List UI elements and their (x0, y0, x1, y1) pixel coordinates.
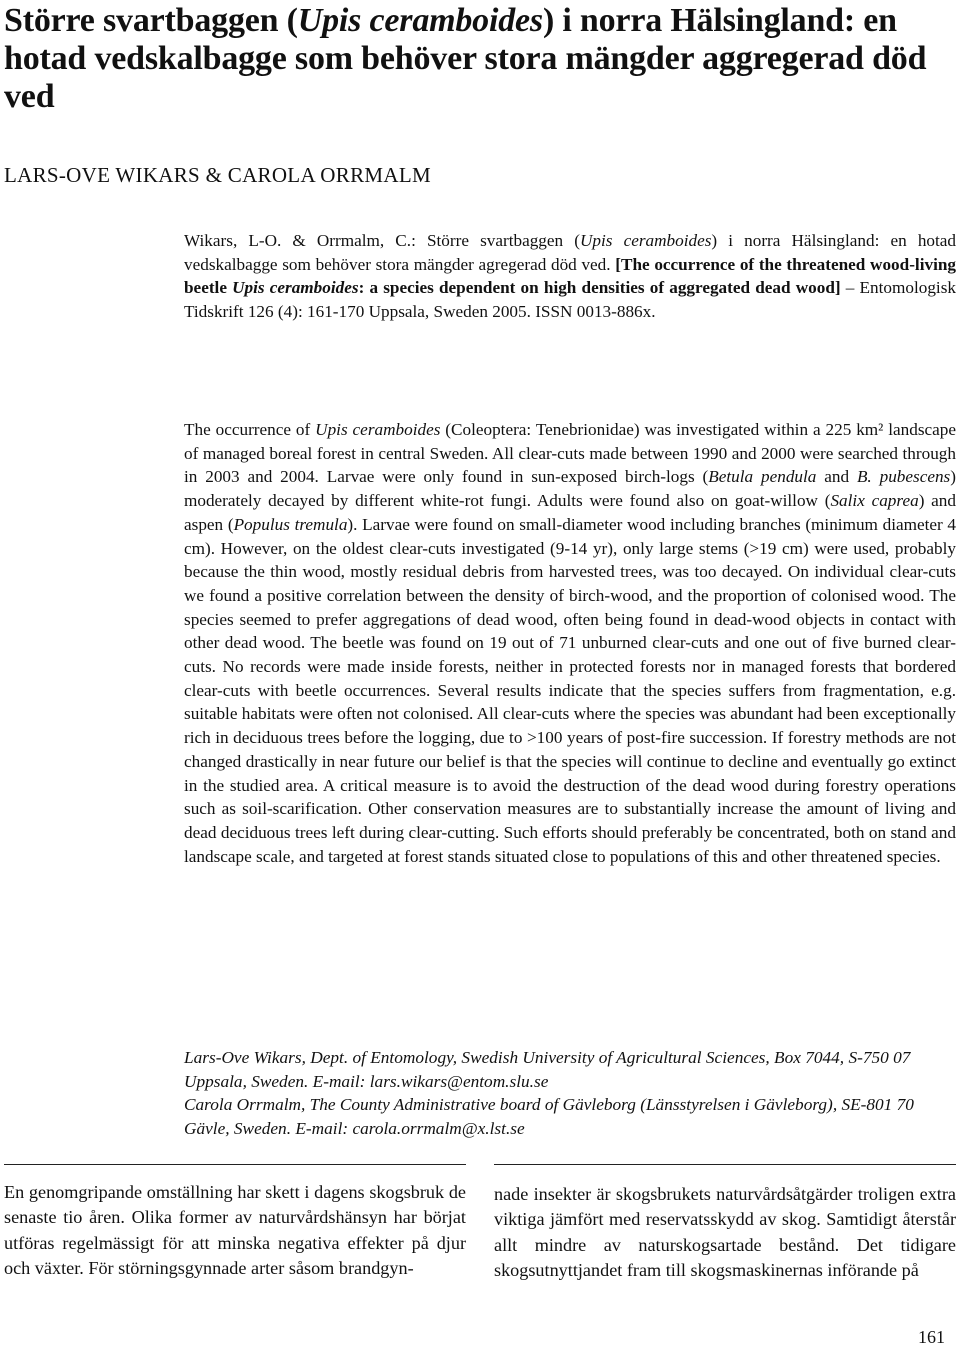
right-column-rule (494, 1164, 956, 1165)
citation-ref-start: Wikars, L-O. & Orrmalm, C.: Större svartbaggen ( (184, 231, 580, 250)
abstract-species-4: Salix caprea (830, 491, 919, 511)
body-column-left: En genomgripande omställning har skett i dagens skogsbruk de senaste tio åren. Olika former av naturvårdshänsyn har börjat utföras regelmässigt för att minska negativa effekter på djur och växter. För störningsgynnade arter såsom brandgyn- (4, 1182, 466, 1279)
abstract-species-1: Upis ceramboides (315, 420, 441, 439)
citation-en-title-rest: : a species dependent on high densities of aggregated dead wood] (358, 278, 841, 298)
article-title (4, 2, 954, 116)
abstract-species-3: B. pubescens (856, 467, 951, 487)
body-column-right: nade insekter är skogsbrukets naturvårdsåtgärder troligen extra viktiga jämfört med reservatsskydd av skog. Samtidigt återstår allt mindre av naturskogsartade bestånd. Det tidigare skogsutnyttjandet fram till skogsmaskinernas införande på (494, 1184, 956, 1281)
title-part-2: ) i norra Hälsingland: en hotad vedskalbagge som behöver stora mängder aggregerad död ved (4, 2, 927, 115)
citation-ref-species: Upis ceramboides (579, 231, 712, 250)
abstract (184, 418, 956, 868)
abstract-text-6: ). Larvae were found on small-diameter wood including branches (minimum diameter 4 cm). However, on the oldest clear-cuts investigated (9-14 yr), only large stems (>19 cm) were used, probably because the thin wood, mostly residual debris from harvested trees, was too decayed. On individual clear-cuts we found a positive correlation between the density of birch-wood, and the proportion of colonised wood. The species seemed to prefer aggregations of dead wood, often being found in dead-wood objects in contact with other dead wood. The beetle was found on 19 out of 71 unburned clear-cuts and one out of five burned clear-cuts. No records were made inside forests, neither in protected forests nor in managed forests that bordered clear-cuts with beetle occurrences. Several results indicate that the species suffers from fragmentation, e.g. suitable habitats were often not colonised. All clear-cuts where the species was abundant had been exceptionally rich in deciduous trees before the logging, due to >100 years of post-fire succession. If forestry methods are not changed drastically in near future our belief is that the species will continue to decline and eventually go extinct in the studied area. A critical measure is to avoid the destruction of the dead wood during forestry operations such as soil-scarification. Other conservation measures are to substantially increase the amount of living and dead deciduous trees left during clear-cutting. Such efforts should preferably be concentrated, both on stand and landscape scale, and targeted at forest stands situated close to populations of this and other threatened species. (184, 514, 957, 866)
abstract-text-4: ) moderately decayed by different white-rot fungi. Adults were found also on goat-willow ( (184, 467, 956, 511)
author-line: LARS-OVE WIKARS & CAROLA ORRMALM (4, 163, 431, 187)
citation-ref-rest: ) i norra Hälsingland: en hotad vedskalbagge som behöver stora mängder agregerad död ved. (184, 231, 956, 274)
citation-en-title-start: [The occurrence of the threatened wood-living beetle (184, 254, 957, 298)
abstract-text-3: and (816, 467, 857, 487)
abstract-text-5: ) and aspen ( (184, 491, 956, 534)
affiliation-orrmalm: Carola Orrmalm, The County Administrative board of Gävleborg (Länsstyrelsen i Gävleborg), SE-801 70 Gävle, Sweden. E-mail: carola.orrmalm@x.lst.se (184, 1095, 914, 1138)
left-column-rule (4, 1164, 466, 1165)
author-affiliations (184, 1046, 958, 1140)
affiliation-wikars: Lars-Ove Wikars, Dept. of Entomology, Swedish University of Agricultural Sciences, Box 7044, S-750 07 Uppsala, Sweden. E-mail: lars.wikars@entom.slu.se (184, 1048, 911, 1091)
citation-en-title-species: Upis ceramboides (232, 278, 359, 298)
abstract-species-5: Populus tremula (233, 514, 348, 534)
citation-block (184, 229, 956, 323)
abstract-text-1: The occurrence of (184, 420, 316, 439)
title-species: Upis ceramboides (297, 2, 543, 39)
abstract-species-2: Betula pendula (708, 467, 817, 487)
title-part-1: Större svartbaggen ( (4, 2, 298, 39)
abstract-text-2: (Coleoptera: Tenebrionidae) was investigated within a 225 km² landscape of managed boreal forest in central Sweden. All clear-cuts made between 1990 and 2000 were searched through in 2003 and 2004. Larvae were only found in sun-exposed birch-logs ( (184, 420, 956, 487)
page-number: 161 (918, 1327, 945, 1347)
citation-source: – Entomologisk Tidskrift 126 (4): 161-170 Uppsala, Sweden 2005. ISSN 0013-886x. (184, 278, 956, 321)
